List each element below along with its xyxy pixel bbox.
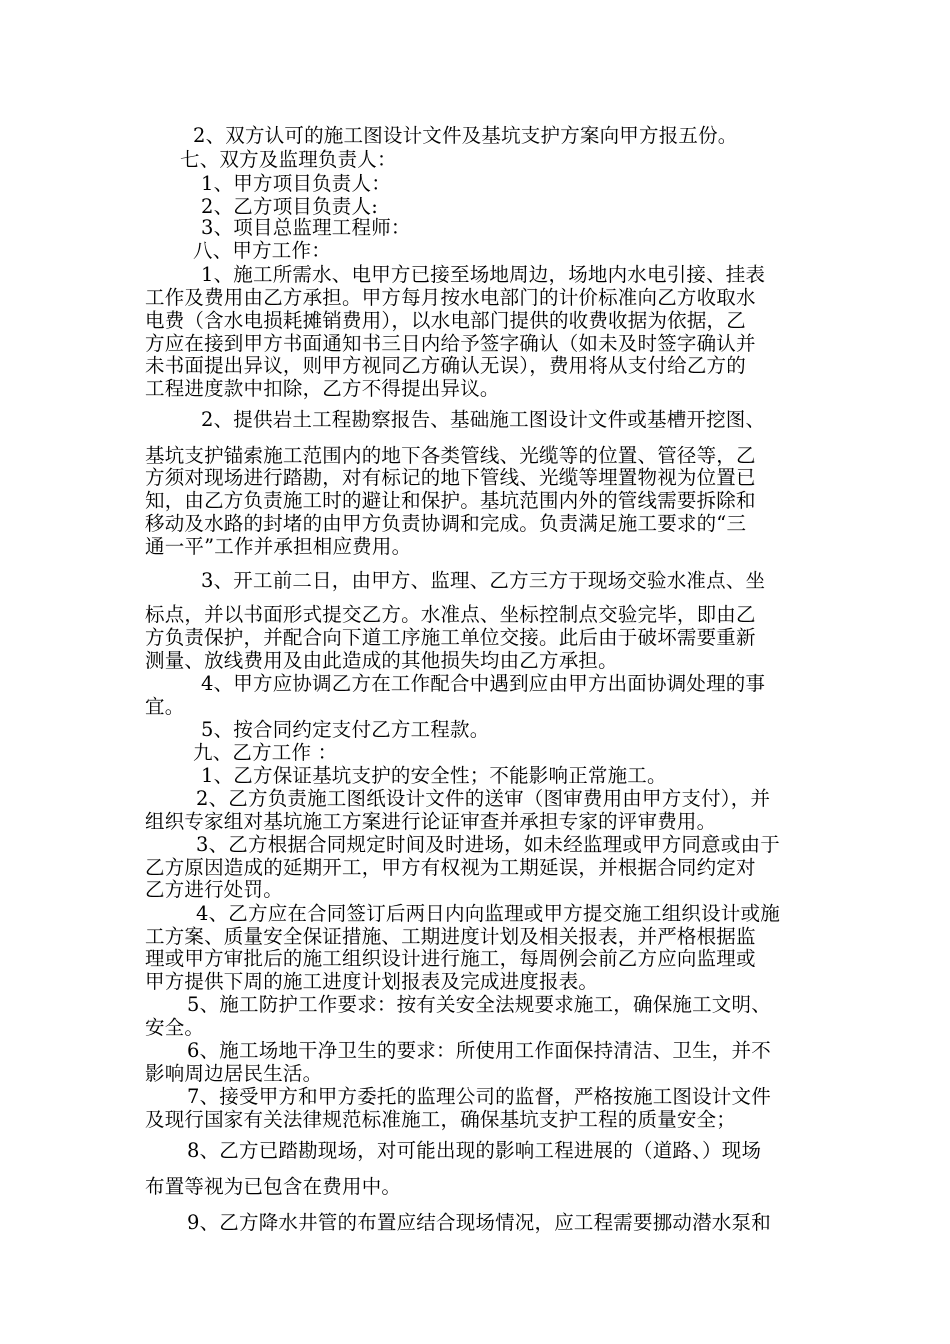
- text-line: 2、双方认可的施工图设计文件及基坑支护方案向甲方报五份。: [193, 124, 738, 147]
- text-line: 5、施工防护工作要求：按有关安全法规要求施工，确保施工文明、: [187, 993, 771, 1016]
- text-line: 安全。: [145, 1016, 205, 1039]
- text-line: 7、接受甲方和甲方委托的监理公司的监督，严格按施工图设计文件: [187, 1085, 771, 1108]
- text-line: 乙方进行处罚。: [145, 878, 283, 901]
- text-line: 2、乙方负责施工图纸设计文件的送审（图审费用由甲方支付），并: [196, 787, 771, 810]
- section-heading: 七、双方及监理负责人：: [180, 148, 397, 171]
- text-line: 3、乙方根据合同规定时间及时进场，如未经监理或甲方同意或由于: [196, 833, 780, 856]
- text-line: 4、甲方应协调乙方在工作配合中遇到应由甲方出面协调处理的事: [201, 672, 766, 695]
- text-line: 移动及水路的封堵的由甲方负责协调和完成。负责满足施工要求的“三: [145, 512, 747, 535]
- text-line: 乙方原因造成的延期开工，甲方有权视为工期延误，并根据合同约定对: [145, 856, 756, 879]
- text-line: 工程进度款中扣除，乙方不得提出异议。: [145, 377, 500, 400]
- text-line: 甲方提供下周的施工进度计划报表及完成进度报表。: [145, 970, 599, 993]
- text-line: 1、甲方项目负责人：: [201, 172, 391, 195]
- text-line: 理或甲方审批后的施工组织设计进行施工，每周例会前乙方应向监理或: [145, 947, 756, 970]
- text-line: 3、项目总监理工程师：: [201, 216, 411, 239]
- text-line: 未书面提出异议，则甲方视同乙方确认无误），费用将从支付给乙方的: [145, 354, 746, 377]
- text-line: 基坑支护锚索施工范围内的地下各类管线、光缆等的位置、管径等，乙: [145, 444, 756, 467]
- section-heading: 八、甲方工作：: [193, 239, 331, 262]
- text-line: 5、按合同约定支付乙方工程款。: [201, 718, 490, 741]
- section-heading: 九、乙方工作 ：: [193, 741, 338, 764]
- text-line: 方负责保护，并配合向下道工序施工单位交接。此后由于破坏需要重新: [145, 626, 756, 649]
- text-line: 6、施工场地干净卫生的要求：所使用工作面保持清洁、卫生，并不: [187, 1039, 771, 1062]
- text-line: 知，由乙方负责施工时的避让和保护。基坑范围内外的管线需要拆除和: [145, 489, 756, 512]
- text-line: 及现行国家有关法律规范标准施工，确保基坑支护工程的质量安全；: [145, 1108, 737, 1131]
- text-line: 8、乙方已踏勘现场，对可能出现的影响工程进展的（道路、）现场: [187, 1139, 762, 1162]
- text-line: 3、开工前二日，由甲方、监理、乙方三方于现场交验水准点、坐: [201, 569, 766, 592]
- text-line: 组织专家组对基坑施工方案进行论证审查并承担专家的评审费用。: [145, 810, 717, 833]
- text-line: 方须对现场进行踏勘，对有标记的地下管线、光缆等埋置物视为位置已: [145, 466, 756, 489]
- text-line: 宜。: [145, 695, 185, 718]
- text-line: 2、乙方项目负责人:: [201, 195, 378, 218]
- text-line: 标点，并以书面形式提交乙方。水准点、坐标控制点交验完毕，即由乙: [145, 603, 756, 626]
- text-line: 4、乙方应在合同签订后两日内向监理或甲方提交施工组织设计或施: [196, 902, 780, 925]
- text-line: 1、施工所需水、电甲方已接至场地周边，场地内水电引接、挂表: [201, 263, 766, 286]
- text-line: 1、乙方保证基坑支护的安全性；不能影响正常施工。: [201, 764, 667, 787]
- text-line: 电费（含水电损耗摊销费用），以水电部门提供的收费收据为依据，乙: [145, 309, 746, 332]
- text-line: 工方案、质量安全保证措施、工期进度计划及相关报表，并严格根据监: [145, 925, 756, 948]
- text-line: 影响周边居民生活。: [145, 1062, 323, 1085]
- text-line: 方应在接到甲方书面通知书三日内给予签字确认（如未及时签字确认并: [145, 332, 756, 355]
- text-line: 2、提供岩土工程勘察报告、基础施工图设计文件或基槽开挖图、: [201, 408, 766, 431]
- text-line: 通一平”工作并承担相应费用。: [145, 535, 412, 558]
- text-line: 测量、放线费用及由此造成的其他损失均由乙方承担。: [145, 649, 618, 672]
- text-line: 工作及费用由乙方承担。甲方每月按水电部门的计价标准向乙方收取水: [145, 286, 756, 309]
- text-line: 9、乙方降水井管的布置应结合现场情况，应工程需要挪动潜水泵和: [187, 1211, 771, 1234]
- text-line: 布置等视为已包含在费用中。: [145, 1175, 402, 1198]
